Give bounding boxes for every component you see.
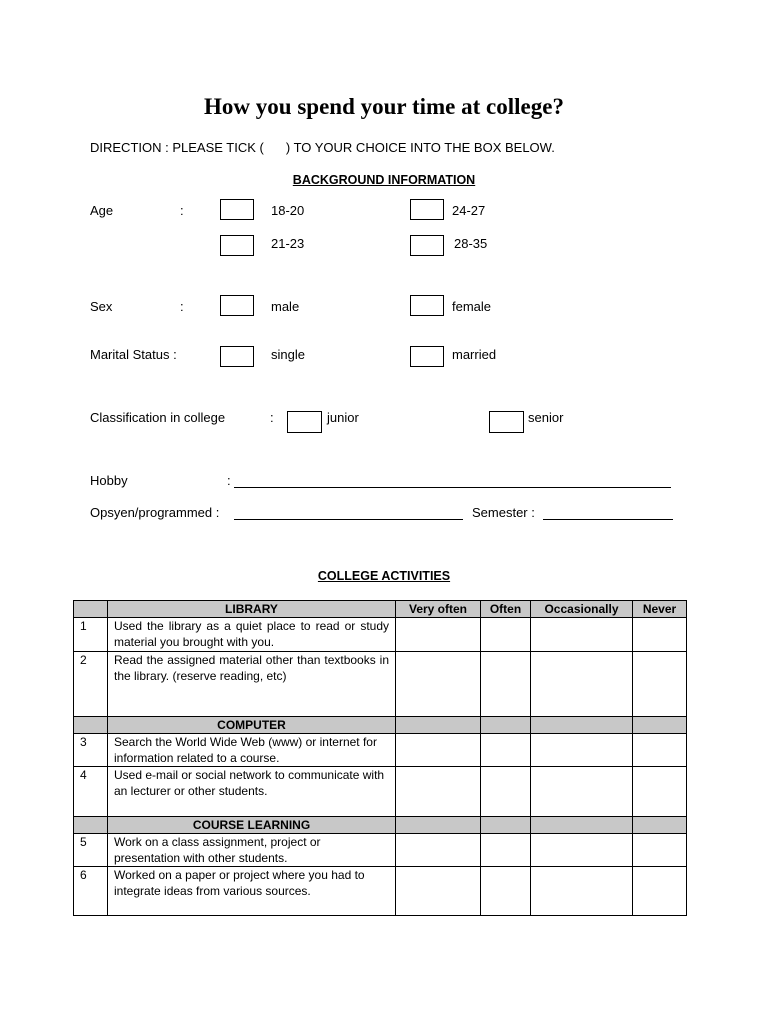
- never-cell[interactable]: [633, 652, 687, 717]
- table-row: [74, 834, 687, 867]
- opsyen-input-line[interactable]: [234, 519, 463, 520]
- age-label: Age: [90, 203, 114, 218]
- very-often-cell[interactable]: [396, 767, 481, 817]
- often-cell[interactable]: [481, 618, 531, 652]
- section-num-cell: [74, 817, 108, 834]
- header-num-cell: [74, 601, 108, 618]
- section-row-course-learning: [74, 817, 687, 834]
- table-row: [74, 867, 687, 916]
- often-cell[interactable]: [481, 867, 531, 916]
- row-description: Work on a class assignment, project or presentation with other students.: [108, 834, 396, 867]
- very-often-cell[interactable]: [396, 734, 481, 767]
- age-28-35-label: 28-35: [454, 236, 488, 251]
- occasionally-cell[interactable]: [531, 618, 633, 652]
- very-often-cell[interactable]: [396, 834, 481, 867]
- never-cell[interactable]: [633, 834, 687, 867]
- age-21-23-label: 21-23: [271, 236, 305, 251]
- activities-table: [73, 600, 687, 916]
- header-never: Never: [633, 601, 687, 618]
- row-description: Used the library as a quiet place to read or study material you brought with you.: [108, 618, 396, 652]
- occasionally-cell[interactable]: [531, 867, 633, 916]
- activities-heading: COLLEGE ACTIVITIES: [317, 569, 451, 583]
- classification-junior-label: junior: [327, 410, 359, 425]
- classification-junior-checkbox[interactable]: [287, 411, 322, 433]
- marital-single-checkbox[interactable]: [220, 346, 254, 367]
- age-21-23-checkbox[interactable]: [220, 235, 254, 256]
- classification-senior-label: senior: [528, 410, 564, 425]
- marital-married-label: married: [452, 347, 497, 362]
- header-library: LIBRARY: [108, 601, 396, 618]
- very-often-cell[interactable]: [396, 652, 481, 717]
- table-row: [74, 618, 687, 652]
- sex-female-label: female: [452, 299, 492, 314]
- direction-before: DIRECTION : PLEASE TICK (: [90, 140, 264, 155]
- section-label: COURSE LEARNING: [108, 817, 396, 834]
- sex-label: Sex: [90, 299, 113, 314]
- row-description: Search the World Wide Web (www) or internet for information related to a course.: [108, 734, 396, 767]
- age-24-27-label: 24-27: [452, 203, 486, 218]
- table-header-row: [74, 601, 687, 618]
- page-title: How you spend your time at college?: [204, 94, 564, 119]
- hobby-input-line[interactable]: [234, 487, 671, 488]
- table-row: [74, 734, 687, 767]
- background-heading: BACKGROUND INFORMATION: [292, 173, 476, 187]
- never-cell[interactable]: [633, 618, 687, 652]
- age-colon: :: [180, 203, 184, 218]
- sex-male-checkbox[interactable]: [220, 295, 254, 316]
- sex-colon: :: [180, 299, 184, 314]
- age-18-20-checkbox[interactable]: [220, 199, 254, 220]
- marital-label: Marital Status :: [90, 347, 177, 362]
- direction-text: [90, 140, 555, 156]
- age-28-35-checkbox[interactable]: [410, 235, 444, 256]
- often-cell[interactable]: [481, 652, 531, 717]
- row-number: 2: [74, 652, 108, 717]
- occasionally-cell[interactable]: [531, 652, 633, 717]
- age-24-27-checkbox[interactable]: [410, 199, 444, 220]
- section-label: COMPUTER: [108, 717, 396, 734]
- often-cell[interactable]: [481, 734, 531, 767]
- row-description: Worked on a paper or project where you had to integrate ideas from various sources.: [108, 867, 396, 916]
- row-number: 5: [74, 834, 108, 867]
- header-very-often: Very often: [396, 601, 481, 618]
- hobby-colon: :: [227, 473, 231, 488]
- direction-after: ) TO YOUR CHOICE INTO THE BOX BELOW.: [285, 140, 555, 155]
- opsyen-label: Opsyen/programmed :: [90, 505, 220, 520]
- classification-colon: :: [270, 410, 274, 425]
- semester-input-line[interactable]: [543, 519, 673, 520]
- classification-label: Classification in college: [90, 410, 226, 425]
- section-num-cell: [74, 717, 108, 734]
- occasionally-cell[interactable]: [531, 834, 633, 867]
- section-row-computer: [74, 717, 687, 734]
- row-description: Used e-mail or social network to communicate with an lecturer or other students.: [108, 767, 396, 817]
- row-number: 1: [74, 618, 108, 652]
- very-often-cell[interactable]: [396, 618, 481, 652]
- table-row: [74, 652, 687, 717]
- marital-married-checkbox[interactable]: [410, 346, 444, 367]
- occasionally-cell[interactable]: [531, 767, 633, 817]
- header-often: Often: [481, 601, 531, 618]
- never-cell[interactable]: [633, 767, 687, 817]
- sex-female-checkbox[interactable]: [410, 295, 444, 316]
- marital-single-label: single: [271, 347, 305, 362]
- row-number: 3: [74, 734, 108, 767]
- often-cell[interactable]: [481, 834, 531, 867]
- never-cell[interactable]: [633, 734, 687, 767]
- table-row: [74, 767, 687, 817]
- hobby-label: Hobby: [90, 473, 128, 488]
- never-cell[interactable]: [633, 867, 687, 916]
- very-often-cell[interactable]: [396, 867, 481, 916]
- often-cell[interactable]: [481, 767, 531, 817]
- row-description: Read the assigned material other than textbooks in the library. (reserve reading, etc): [108, 652, 396, 717]
- row-number: 6: [74, 867, 108, 916]
- occasionally-cell[interactable]: [531, 734, 633, 767]
- semester-label: Semester :: [472, 505, 535, 520]
- classification-senior-checkbox[interactable]: [489, 411, 524, 433]
- row-number: 4: [74, 767, 108, 817]
- age-18-20-label: 18-20: [271, 203, 305, 218]
- sex-male-label: male: [271, 299, 300, 314]
- header-occasionally: Occasionally: [531, 601, 633, 618]
